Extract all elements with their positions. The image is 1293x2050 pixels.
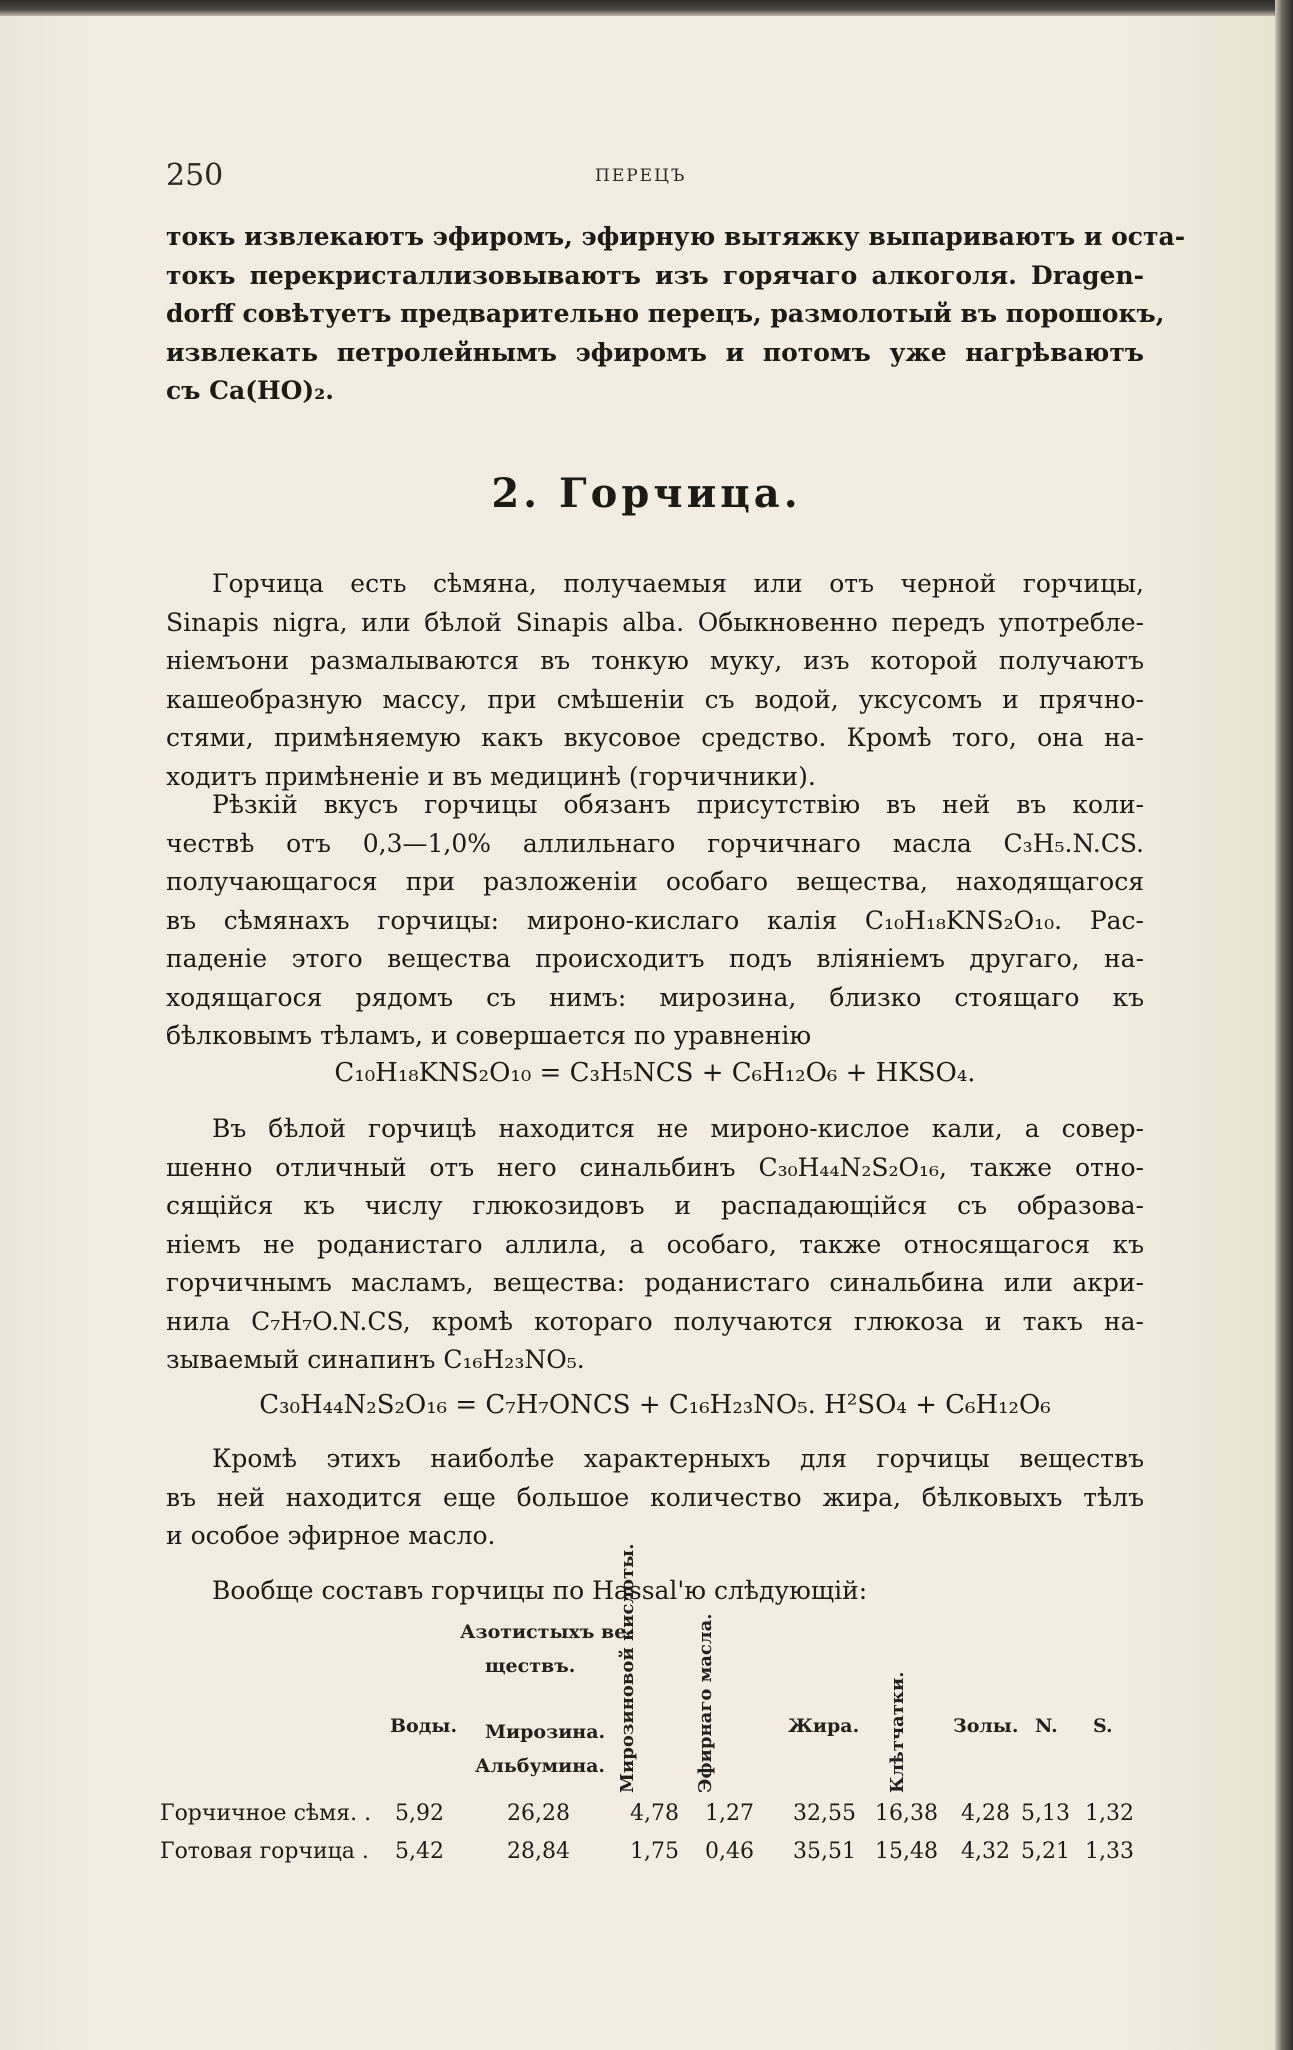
- text-line: ніемъ не роданистаго аллила, а особаго, также относящагося къ: [166, 1229, 1144, 1259]
- text-line: кашеобразную массу, при смѣшеніи съ водой, уксусомъ и прячно-: [166, 684, 1144, 714]
- text-line: ніемъони размалываются въ тонкую муку, изъ которой получаютъ: [166, 646, 1144, 675]
- paragraph: [166, 786, 1144, 1056]
- text-line: Sinapis nigra, или бѣлой Sinapis alba. Обыкновенно передъ употребле-: [166, 607, 1144, 637]
- intro-paragraph: [166, 218, 1186, 411]
- text-line: Вообще составъ горчицы по Hassal'ю слѣдующій:: [212, 1576, 868, 1605]
- column-header-fiber: Клѣтчатки.: [887, 1671, 908, 1793]
- column-header-water: Воды.: [390, 1715, 458, 1737]
- text-line: извлекать петролейнымъ эфиромъ и потомъ уже нагрѣваютъ: [166, 337, 1144, 367]
- text-line: сящійся къ числу глюкозидовъ и распадающійся съ образова-: [166, 1191, 1144, 1220]
- text-line: чествѣ отъ 0,3—1,0% аллильнаго горчичнаго масла C₃H₅.N.CS.: [166, 828, 1144, 858]
- text-line: шенно отличный отъ него синальбинъ C₃₀H₄₄N₂S₂O₁₆, также отно-: [166, 1152, 1144, 1182]
- text-line: dorff совѣтуетъ предварительно перецъ, размолотый въ порошокъ,: [166, 299, 1165, 328]
- section-heading: 2. Горчица.: [491, 470, 802, 517]
- table-cell: 5,21: [1021, 1839, 1070, 1864]
- column-header-albumin: Альбумина.: [475, 1755, 606, 1777]
- table-cell: 1,75: [630, 1839, 679, 1864]
- column-header-essential-oil: Эфирнаго масла.: [695, 1613, 716, 1793]
- text-line: Горчица есть сѣмяна, получаемыя или отъ черной горчицы,: [212, 569, 1144, 598]
- table-cell: 15,48: [875, 1839, 938, 1864]
- table-cell: 28,84: [507, 1839, 570, 1864]
- text-line: нила C₇H₇O.N.CS, кромѣ котораго получаются глюкоза и такъ на-: [166, 1306, 1144, 1336]
- equation: C₃₀H₄₄N₂S₂O₁₆ = C₇H₇ONCS + C₁₆H₂₃NO₅. H²SO₄ + C₆H₁₂O₆: [259, 1390, 1051, 1420]
- column-header-myrosin: Мирозина.: [485, 1721, 606, 1743]
- running-title: ПЕРЕЦЪ: [595, 166, 687, 186]
- paragraph: [166, 1440, 1144, 1556]
- table-cell: 1,27: [705, 1801, 754, 1826]
- column-header-myronic-acid: Мирозиновой кислоты.: [617, 1543, 638, 1793]
- text-line: и особое эфирное масло.: [166, 1521, 496, 1550]
- scan-top-edge: [0, 0, 1293, 16]
- column-header-ash: Золы.: [953, 1715, 1019, 1737]
- table-cell: 35,51: [793, 1839, 856, 1864]
- text-line: горчичнымъ масламъ, вещества: роданистаго синальбина или акри-: [166, 1268, 1144, 1297]
- paragraph: [166, 1572, 1144, 1611]
- text-line: въ ней находится еще большое количество жира, бѣлковыхъ тѣлъ: [166, 1482, 1144, 1512]
- table-cell: 16,38: [875, 1801, 938, 1826]
- table-cell: 1,33: [1085, 1839, 1134, 1864]
- column-group-header: ществъ.: [485, 1655, 576, 1677]
- text-line: получающагося при разложеніи особаго вещества, находящагося: [166, 867, 1144, 896]
- text-line: Рѣзкій вкусъ горчицы обязанъ присутствію въ ней въ коли-: [212, 790, 1144, 819]
- text-line: ходитъ примѣненіе и въ медицинѣ (горчичники).: [166, 761, 816, 791]
- text-line: ходящагося рядомъ съ нимъ: мирозина, близко стоящаго къ: [166, 982, 1144, 1012]
- column-header-s: S.: [1093, 1715, 1113, 1737]
- table-cell: 26,28: [507, 1801, 570, 1826]
- text-line: съ Ca(HO)₂.: [166, 376, 334, 405]
- paragraph: [166, 565, 1144, 796]
- table-cell: 5,42: [395, 1839, 444, 1864]
- column-group-header: Азотистыхъ ве-: [460, 1621, 635, 1643]
- text-line: паденіе этого вещества происходитъ подъ вліяніемъ другаго, на-: [166, 944, 1144, 973]
- table-cell: 4,28: [961, 1801, 1010, 1826]
- paragraph: [166, 1110, 1144, 1380]
- scan-right-edge: [1275, 0, 1293, 2050]
- text-line: Кромѣ этихъ наиболѣе характерныхъ для горчицы веществъ: [212, 1444, 1144, 1473]
- column-header-n: N.: [1035, 1715, 1058, 1737]
- table-cell: 1,32: [1085, 1801, 1134, 1826]
- text-line: токъ извлекаютъ эфиромъ, эфирную вытяжку выпариваютъ и оста-: [166, 222, 1186, 251]
- row-label: Горчичное сѣмя. .: [160, 1801, 372, 1826]
- text-line: въ сѣмянахъ горчицы: мироно-кислаго калія C₁₀H₁₈KNS₂O₁₀. Рас-: [166, 905, 1144, 935]
- row-label: Готовая горчица .: [160, 1839, 369, 1864]
- text-line: Въ бѣлой горчицѣ находится не мироно-кислое кали, а совер-: [212, 1114, 1144, 1143]
- table-cell: 4,32: [961, 1839, 1010, 1864]
- table-cell: 32,55: [793, 1801, 856, 1826]
- table-cell: 4,78: [630, 1801, 679, 1826]
- text-line: зываемый синапинъ C₁₆H₂₃NO₅.: [166, 1345, 585, 1374]
- equation: C₁₀H₁₈KNS₂O₁₀ = C₃H₅NCS + C₆H₁₂O₆ + HKSO₄.: [334, 1058, 976, 1088]
- text-line: бѣлковымъ тѣламъ, и совершается по уравненію: [166, 1021, 812, 1050]
- page-number: 250: [166, 158, 224, 193]
- table-cell: 5,92: [395, 1801, 444, 1826]
- table-cell: 5,13: [1021, 1801, 1070, 1826]
- text-line: стями, примѣняемую какъ вкусовое средство. Кромѣ того, она на-: [166, 723, 1144, 752]
- text-line: токъ перекристаллизовываютъ изъ горячаго алкоголя. Dragen-: [166, 260, 1144, 290]
- column-header-fat: Жира.: [788, 1715, 860, 1737]
- table-cell: 0,46: [705, 1839, 754, 1864]
